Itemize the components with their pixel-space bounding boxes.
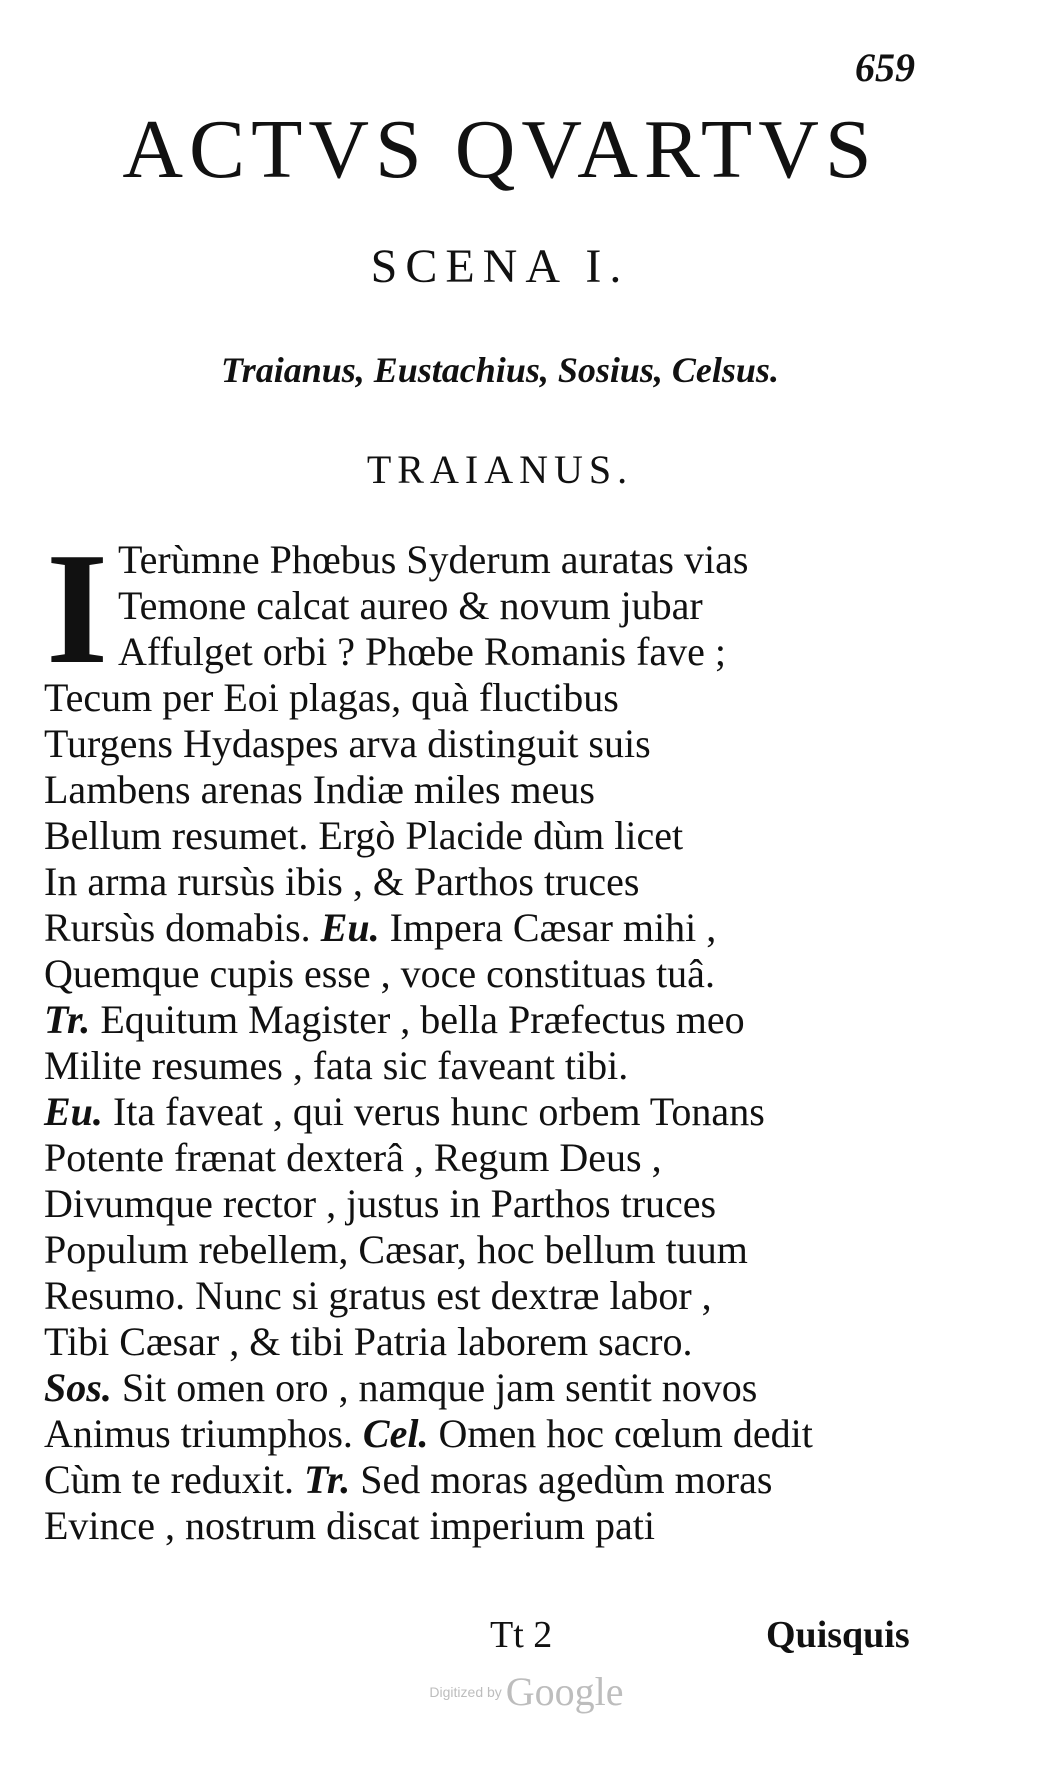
verse-line: Divumque rector , justus in Parthos truces [44,1181,717,1226]
verse-line: Lambens arenas Indiæ miles meus [44,767,595,812]
verse-line: Evince , nostrum discat imperium pati [44,1503,655,1548]
verse-line: Tr. Equitum Magister , bella Præfectus meo [44,997,745,1042]
digitization-watermark [0,1669,1053,1714]
verse-line: Temone calcat aureo & novum jubar [118,583,703,628]
watermark-brand: Google [505,1669,624,1714]
verse-line: Milite resumes , fata sic faveant tibi. [44,1043,629,1088]
verse-line: Cùm te reduxit. Tr. Sed moras agedùm moras [44,1457,773,1502]
verse-line: Affulget orbi ? Phœbe Romanis fave ; [118,629,727,674]
scene-title: SCENA I. [370,240,630,293]
verse-line: Bellum resumet. Ergò Placide dùm licet [44,813,684,858]
verse-line: In arma rursùs ibis , & Parthos truces [44,859,640,904]
verse-line: Potente frænat dexterâ , Regum Deus , [44,1135,662,1180]
speaker-abbrev: Eu. [44,1089,103,1134]
page-footer [0,1610,1053,1660]
speaker-abbrev: Sos. [44,1365,112,1410]
verse-line: Terùmne Phœbus Syderum auratas vias [118,537,749,582]
speaker-abbrev: Tr. [44,997,91,1042]
speaker-heading: TRAIANUS. [366,447,634,492]
page-number: 659 [855,45,915,90]
character-list: Traianus, Eustachius, Sosius, Celsus. [221,350,779,390]
verse-line: Turgens Hydaspes arva distinguit suis [44,721,651,766]
verse-line: Tibi Cæsar , & tibi Patria laborem sacro. [44,1319,693,1364]
verse-line: Eu. Ita faveat , qui verus hunc orbem Tonans [44,1089,765,1134]
verse-line: Animus triumphos. Cel. Omen hoc cœlum dedit [44,1411,813,1456]
verse-line: Populum rebellem, Cæsar, hoc bellum tuum [44,1227,748,1272]
verse-line: Sos. Sit omen oro , namque jam sentit novos [44,1365,758,1410]
signature-mark: Tt 2 [490,1614,553,1656]
act-title: ACTVS QVARTVS [122,103,878,196]
speaker-abbrev: Tr. [303,1457,351,1502]
verse-line: Rursùs domabis. Eu. Impera Cæsar mihi , [44,905,717,950]
verse-line: Tecum per Eoi plagas, quà fluctibus [44,675,619,720]
verse-line: Resumo. Nunc si gratus est dextræ labor , [44,1273,712,1318]
verse-line: Quemque cupis esse , voce constituas tuâ. [44,951,715,996]
watermark-prefix: Digitized by [429,1684,502,1700]
speaker-abbrev: Cel. [362,1411,429,1456]
speaker-abbrev: Eu. [320,905,380,950]
catchword: Quisquis [766,1614,910,1656]
drop-cap: I [46,519,109,697]
